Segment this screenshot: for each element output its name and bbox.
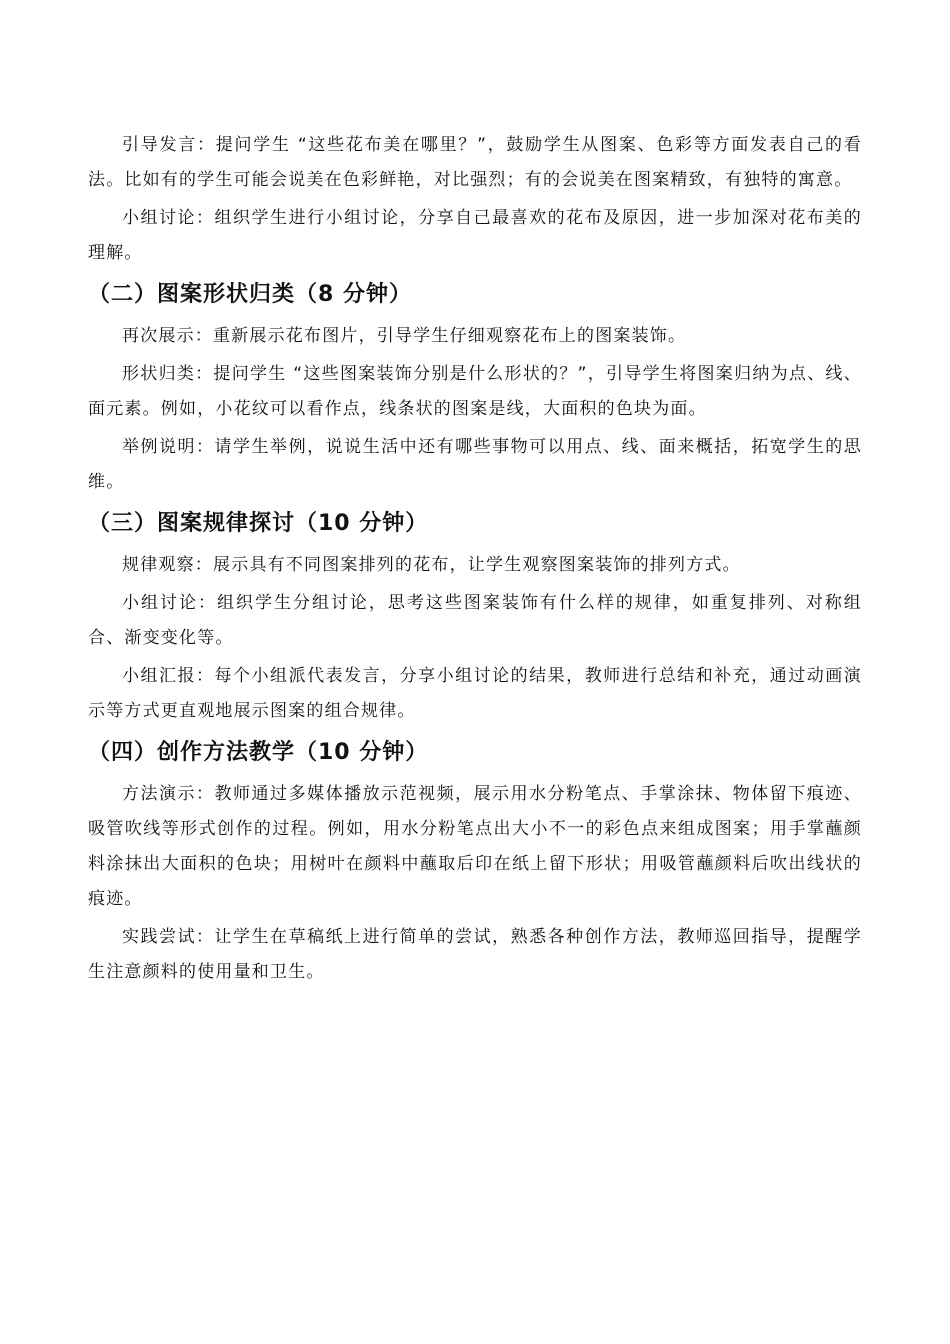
section-paragraph: 小组讨论：组织学生分组讨论，思考这些图案装饰有什么样的规律，如重复排列、对称组合、渐变变化等。 [88,593,862,648]
intro-paragraph-1: 引导发言：提问学生 “这些花布美在哪里？”，鼓励学生从图案、色彩等方面发表自己的看法。比如有的学生可能会说美在色彩鲜艳，对比强烈；有的会说美在图案精致，有独特的寓意。 [88,135,862,190]
section-paragraph: 形状归类：提问学生 “这些图案装饰分别是什么形状的？”，引导学生将图案归纳为点、线、面元素。例如，小花纹可以看作点，线条状的图案是线，大面积的色块为面。 [88,364,862,419]
section-4 [88,733,862,990]
section-3 [88,504,862,729]
section-paragraph: 实践尝试：让学生在草稿纸上进行简单的尝试，熟悉各种创作方法，教师巡回指导，提醒学生注意颜料的使用量和卫生。 [88,927,862,982]
section-paragraph: 举例说明：请学生举例，说说生活中还有哪些事物可以用点、线、面来概括，拓宽学生的思维。 [88,437,862,492]
document-page [88,128,862,993]
section-paragraph: 再次展示：重新展示花布图片，引导学生仔细观察花布上的图案装饰。 [122,326,687,346]
section-paragraph: 规律观察：展示具有不同图案排列的花布，让学生观察图案装饰的排列方式。 [122,555,741,575]
section-heading: （二）图案形状归类（8 分钟） [88,282,412,307]
section-2 [88,275,862,500]
section-paragraph: 方法演示：教师通过多媒体播放示范视频，展示用水分粉笔点、手掌涂抹、物体留下痕迹、吸管吹线等形式创作的过程。例如，用水分粉笔点出大小不一的彩色点来组成图案；用手掌蘸颜料涂抹出大面积的色块；用树叶在颜料中蘸取后印在纸上留下形状；用吸管蘸颜料后吹出线状的痕迹。 [88,784,862,909]
section-heading: （四）创作方法教学（10 分钟） [88,740,429,765]
intro-paragraph-2: 小组讨论：组织学生进行小组讨论，分享自己最喜欢的花布及原因，进一步加深对花布美的理解。 [88,208,862,263]
section-heading: （三）图案规律探讨（10 分钟） [88,511,429,536]
section-paragraph: 小组汇报：每个小组派代表发言，分享小组讨论的结果，教师进行总结和补充，通过动画演示等方式更直观地展示图案的组合规律。 [88,666,862,721]
